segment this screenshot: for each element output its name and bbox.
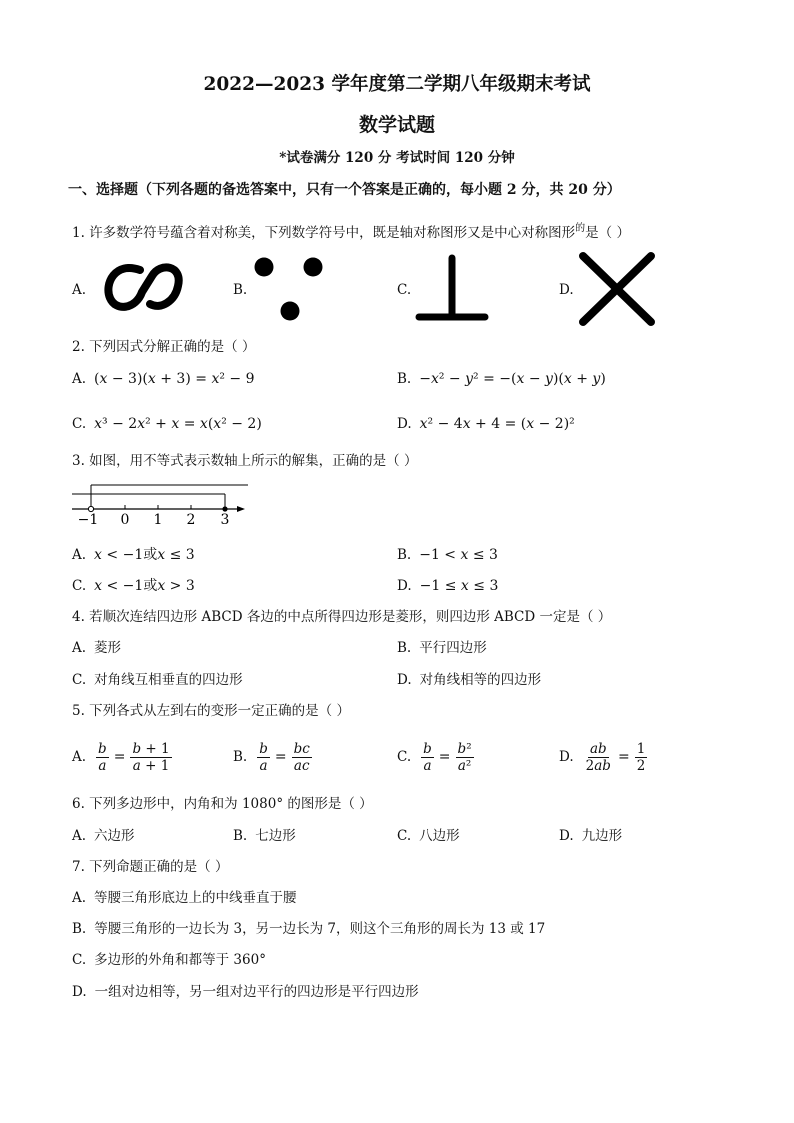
denominator: a [423,757,432,774]
q5-option-d [559,738,647,776]
q7-option-d [72,983,419,1001]
option-label: D. [559,828,574,844]
option-formula: −1 < x ≤ 3 [419,547,498,563]
q1-option-c-label: C. [397,282,412,298]
option-label: D. [397,416,412,432]
dot-top-left [255,258,274,277]
option-text: 一组对边相等，另一组对边平行的四边形是平行四边形 [94,984,419,1000]
q6-option-a [72,827,135,845]
lhs-fraction [96,741,109,774]
q5-stem: 5. 下列各式从左到右的变形一定正确的是（ ） [72,703,350,719]
rhs-fraction [635,741,648,774]
lhs-fraction [584,741,613,774]
denominator: a [98,757,107,774]
equals-sign: = [274,749,287,765]
option-label: A. [72,371,87,387]
denominator: a [259,757,268,774]
denominator: a + 1 [132,757,170,774]
option-label: A. [72,547,87,563]
option-text: 七边形 [255,828,296,844]
numerator: b [423,740,432,757]
exam-subtitle: 数学试题 [358,114,435,136]
option-label: D. [72,984,87,1000]
option-label: A. [72,890,87,906]
option-formula: (x − 3)(x + 3) = x² − 9 [94,371,255,387]
option-formula: x³ − 2x² + x = x(x² − 2) [94,416,262,432]
option-label: C. [397,828,412,844]
q4-option-c [72,671,243,689]
q1-stem-text: 1. 许多数学符号蕴含着对称美，下列数学符号中，既是轴对称图形又是中心对称图形 [72,225,576,241]
q4-option-b [397,639,487,657]
option-label: B. [233,749,248,765]
option-label: C. [72,952,87,968]
rhs-fraction [292,741,312,774]
q7-option-c [72,951,266,969]
option-label: A. [72,640,87,656]
dot-top-right [304,258,323,277]
perpendicular-symbol-icon [419,258,485,317]
q3-option-d [397,577,498,595]
option-text: 六边形 [94,828,135,844]
q6-option-c [397,827,460,845]
option-text: 多边形的外角和都等于 360° [94,952,266,968]
lhs-fraction [257,741,270,774]
option-text: 等腰三角形的一边长为 3，另一边长为 7，则这个三角形的周长为 13 或 17 [94,921,546,937]
option-label: C. [397,749,412,765]
equals-sign: = [113,749,126,765]
denominator: 2 [636,757,646,774]
numerator: b [259,740,268,757]
option-label: B. [397,547,412,563]
q2-option-c [72,415,262,433]
option-label: C. [72,416,87,432]
option-formula: x < −1或x ≤ 3 [94,547,195,563]
option-label: C. [72,672,87,688]
option-label: A. [72,749,87,765]
numerator: bc [293,740,310,757]
tick-label: 2 [186,512,196,528]
q3-option-c [72,577,195,595]
q3-stem: 3. 如图，用不等式表示数轴上所示的解集，正确的是（ ） [72,453,418,469]
tick-label: 1 [153,512,163,528]
numerator: b [98,740,107,757]
option-text: 九边形 [581,828,623,844]
q4-stem: 4. 若顺次连结四边形 ABCD 各边的中点所得四边形是菱形，则四边形 ABCD 一定是（ ） [72,609,612,625]
option-text: 对角线互相垂直的四边形 [94,672,243,688]
q7-option-a [72,889,297,907]
q1-stem-raised-char: 的 [575,223,586,234]
q1-option-a-label: A. [72,282,87,298]
q2-option-d [397,415,575,433]
q5-option-b [233,738,312,776]
option-equation [584,741,648,774]
option-label: B. [397,371,412,387]
q5-option-a [72,738,172,776]
q6-stem: 6. 下列多边形中，内角和为 1080° 的图形是（ ） [72,796,373,812]
lhs-fraction [421,741,434,774]
q3-option-a [72,546,195,564]
tick-label: −1 [77,512,99,528]
equals-sign: = [438,749,451,765]
q2-stem: 2. 下列因式分解正确的是（ ） [72,339,256,355]
option-label: B. [397,640,412,656]
q6-option-b [233,827,296,845]
open-endpoint [88,506,93,511]
tick-label: 3 [220,512,230,528]
reversed-s-symbol-icon [108,267,178,306]
option-text: 八边形 [419,828,460,844]
option-text: 菱形 [94,640,122,656]
option-label: B. [233,828,248,844]
option-label: D. [397,672,412,688]
option-text: 平行四边形 [419,640,487,656]
option-formula: −1 ≤ x ≤ 3 [419,578,499,594]
q1-stem-end: 是（ ） [585,225,630,241]
q4-option-a [72,639,121,657]
rhs-fraction [130,741,171,774]
closed-endpoint [222,506,227,511]
number-line-arrow [237,506,245,512]
numerator: 1 [636,740,646,757]
exam-title: 2022—2023 学年度第二学期八年级期末考试 [203,74,591,95]
q3-number-line [60,476,260,532]
option-formula: x < −1或x > 3 [94,578,195,594]
q1-option-d-label: D. [559,282,574,298]
denominator: ac [293,757,310,774]
q1-option-b-label: B. [233,282,248,298]
option-equation [96,741,172,774]
rhs-fraction [456,741,474,774]
q7-option-b [72,920,545,938]
q6-option-d [559,827,622,845]
q2-option-a [72,370,255,388]
section-heading: 一、选择题（下列各题的备选答案中，只有一个答案是正确的，每小题 2 分，共 20 分） [68,182,621,198]
three-dots-symbol-icon [255,258,323,321]
dot-bottom [281,302,300,321]
cross-symbol-icon [583,256,651,322]
tick-label: 0 [120,512,130,528]
option-label: D. [397,578,412,594]
option-label: D. [559,749,574,765]
denominator: 2ab [585,757,611,774]
numerator: ab [589,740,607,757]
option-label: C. [72,578,87,594]
exam-note: *试卷满分 120 分 考试时间 120 分钟 [279,150,515,166]
q1-symbols [0,245,794,335]
q7-stem: 7. 下列命题正确的是（ ） [72,859,229,875]
option-formula: x² − 4x + 4 = (x − 2)² [419,416,575,432]
option-label: A. [72,828,87,844]
option-formula: −x² − y² = −(x − y)(x + y) [419,371,606,387]
q3-option-b [397,546,498,564]
option-text: 等腰三角形底边上的中线垂直于腰 [94,890,297,906]
q1-stem [72,220,630,241]
option-equation [257,741,312,774]
option-text: 对角线相等的四边形 [419,672,542,688]
numerator: b + 1 [132,740,170,757]
q2-option-b [397,370,606,388]
option-equation [421,741,473,774]
equals-sign: = [617,749,630,765]
denominator: a² [457,757,472,774]
numerator: b² [457,740,472,757]
option-label: B. [72,921,87,937]
q5-option-c [397,738,474,776]
q4-option-d [397,671,541,689]
